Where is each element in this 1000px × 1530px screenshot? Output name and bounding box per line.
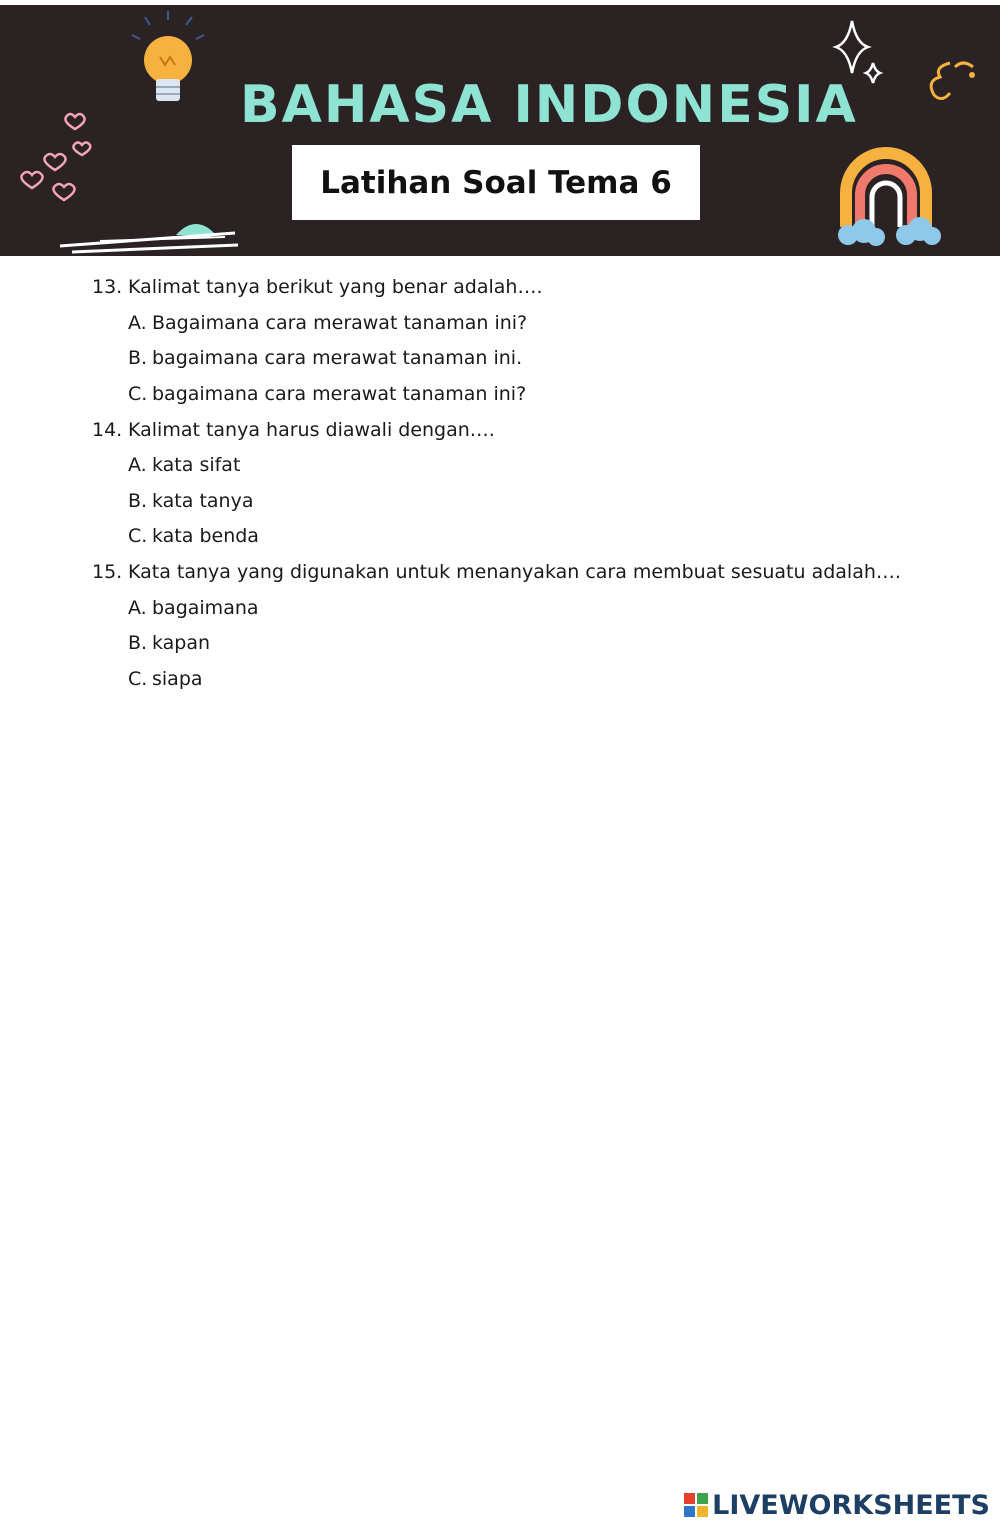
option-letter: C.	[128, 525, 148, 547]
option-letter: A.	[128, 454, 147, 476]
option-13-a[interactable]	[128, 311, 527, 335]
option-text: kapan	[152, 632, 211, 654]
header-banner	[0, 5, 1000, 256]
question-number: 13.	[92, 276, 123, 298]
question-14	[92, 418, 495, 442]
option-text: bagaimana	[152, 597, 259, 619]
liveworksheets-logo[interactable]	[684, 1490, 990, 1520]
option-14-a[interactable]	[128, 453, 240, 477]
question-number: 15.	[92, 561, 123, 583]
option-text: siapa	[152, 668, 203, 690]
squiggle-icon	[931, 63, 973, 99]
liveworksheets-icon	[684, 1493, 708, 1517]
option-letter: C.	[128, 383, 148, 405]
brand-name: LIVEWORKSHEETS	[712, 1489, 990, 1521]
option-letter: B.	[128, 632, 148, 654]
bowl-decoration	[60, 224, 238, 252]
option-13-c[interactable]	[128, 382, 526, 406]
sparkle-icon	[836, 21, 880, 83]
question-13	[92, 275, 542, 299]
option-15-c[interactable]	[128, 667, 203, 691]
option-15-a[interactable]	[128, 596, 259, 620]
page-title: BAHASA INDONESIA	[240, 75, 858, 135]
option-letter: A.	[128, 312, 147, 334]
option-letter: C.	[128, 668, 148, 690]
option-text: kata sifat	[152, 454, 241, 476]
option-letter: B.	[128, 490, 148, 512]
option-text: kata benda	[152, 525, 259, 547]
question-text: Kalimat tanya berikut yang benar adalah….	[128, 276, 543, 298]
subtitle-box	[292, 145, 700, 220]
lightbulb-icon	[132, 11, 204, 101]
question-15	[92, 560, 901, 584]
option-15-b[interactable]	[128, 631, 210, 655]
question-number: 14.	[92, 419, 123, 441]
option-text: kata tanya	[152, 490, 254, 512]
hearts-icon	[21, 114, 90, 200]
option-letter: B.	[128, 347, 148, 369]
rainbow-icon	[838, 153, 941, 246]
page-subtitle: Latihan Soal Tema 6	[320, 164, 672, 201]
option-text: bagaimana cara merawat tanaman ini?	[152, 383, 527, 405]
option-letter: A.	[128, 597, 147, 619]
option-14-b[interactable]	[128, 489, 253, 513]
question-text: Kalimat tanya harus diawali dengan….	[128, 419, 495, 441]
option-text: bagaimana cara merawat tanaman ini.	[152, 347, 523, 369]
option-14-c[interactable]	[128, 524, 259, 548]
option-13-b[interactable]	[128, 346, 522, 370]
option-text: Bagaimana cara merawat tanaman ini?	[152, 312, 528, 334]
question-text: Kata tanya yang digunakan untuk menanyakan cara membuat sesuatu adalah….	[128, 561, 901, 583]
